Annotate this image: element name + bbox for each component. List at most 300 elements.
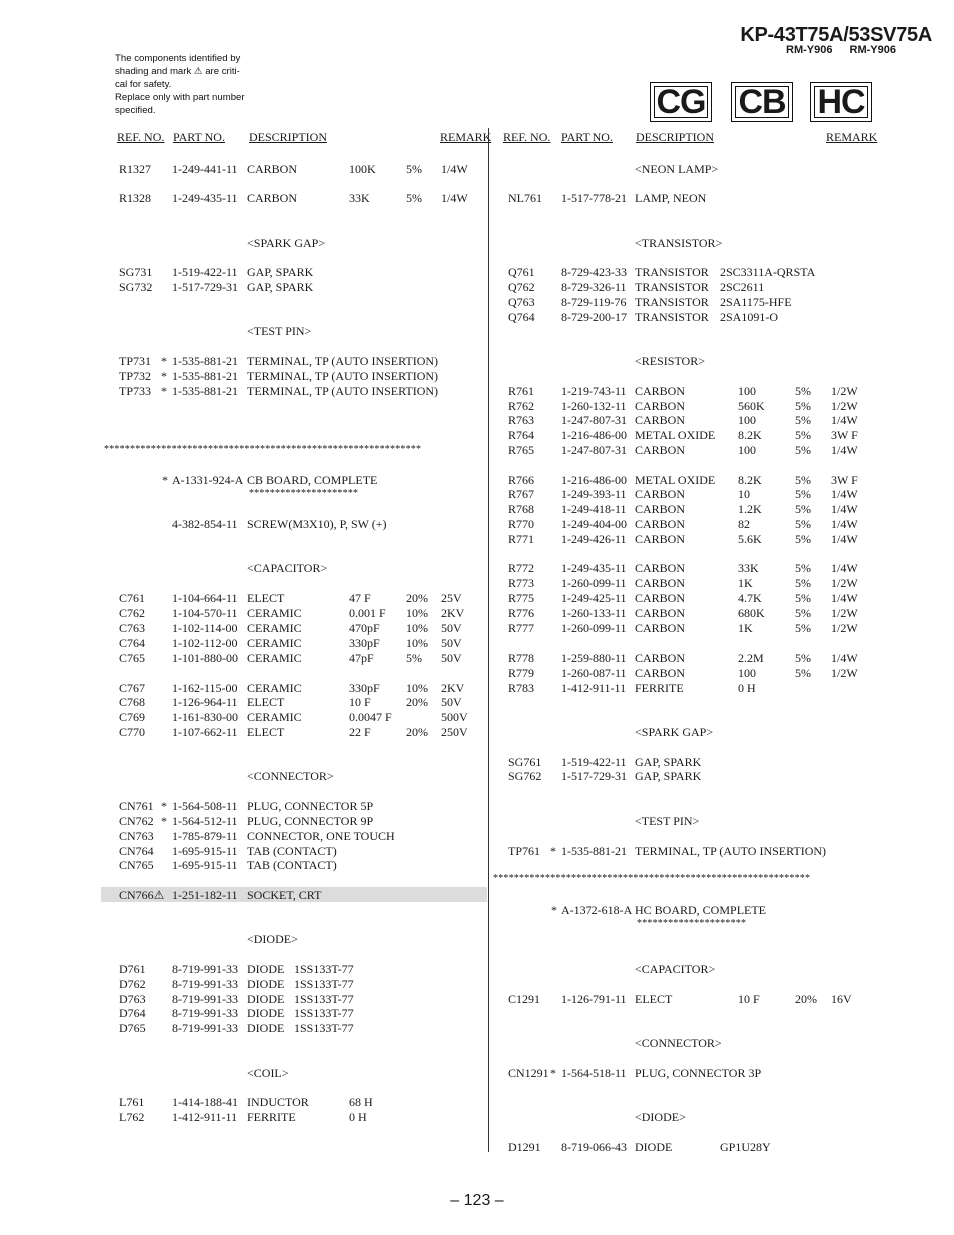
description: ELECT	[247, 591, 285, 605]
description: DIODE	[247, 977, 285, 991]
mark: *	[550, 1066, 556, 1080]
tolerance: 10%	[406, 681, 428, 695]
section-heading	[0, 354, 954, 369]
tolerance: 5%	[795, 532, 811, 546]
ref-no: TP731	[119, 354, 152, 368]
part-row	[0, 769, 954, 784]
part-no: 1-517-729-31	[172, 280, 238, 294]
ref-no: R776	[508, 606, 535, 620]
description: CB BOARD, COMPLETE	[247, 473, 378, 487]
tolerance: 5%	[795, 666, 811, 680]
value: 560K	[738, 399, 765, 413]
part-row	[0, 799, 954, 814]
part-no: 1-260-099-11	[561, 576, 627, 590]
col-part-right: PART NO.	[561, 130, 613, 144]
description: DIODE	[247, 1006, 285, 1020]
notice-line: specified.	[115, 105, 156, 116]
description: TERMINAL, TP (AUTO INSERTION)	[247, 369, 439, 383]
col-desc-right: DESCRIPTION	[636, 130, 715, 144]
type: 1SS133T-77	[294, 962, 354, 976]
tolerance: 5%	[795, 561, 811, 575]
ref-no: SG761	[508, 755, 542, 769]
ref-no: C763	[119, 621, 146, 635]
ref-no: R783	[508, 681, 535, 695]
description: <TRANSISTOR>	[635, 236, 723, 250]
description: <DIODE>	[247, 932, 298, 946]
page-number: – 123 –	[450, 1192, 504, 1209]
description: CARBON	[247, 191, 298, 205]
part-no: 1-535-881-21	[172, 384, 238, 398]
type: GP1U28Y	[720, 1140, 771, 1154]
description: DIODE	[247, 962, 285, 976]
ref-no: C762	[119, 606, 146, 620]
remote-models: RM-Y906 RM-Y906	[786, 44, 896, 56]
ref-no: R764	[508, 428, 535, 442]
description: CERAMIC	[247, 621, 302, 635]
value: 22 F	[349, 725, 371, 739]
ref-no: C767	[119, 681, 146, 695]
ref-no: D1291	[508, 1140, 541, 1154]
tolerance: 5%	[795, 517, 811, 531]
part-row	[0, 295, 954, 310]
description: CARBON	[635, 666, 686, 680]
rating: 1/4W	[831, 561, 858, 575]
section-heading	[0, 236, 954, 251]
description: FERRITE	[247, 1110, 296, 1124]
value: 330pF	[349, 636, 380, 650]
part-no: 4-382-854-11	[172, 517, 238, 531]
part-no: 1-161-830-00	[172, 710, 238, 724]
rating: 25V	[441, 591, 462, 605]
description: TERMINAL, TP (AUTO INSERTION)	[247, 384, 439, 398]
ref-no: CN764	[119, 844, 154, 858]
value: 47pF	[349, 651, 374, 665]
description: LAMP, NEON	[635, 191, 707, 205]
part-no: 1-695-915-11	[172, 858, 238, 872]
part-row	[0, 473, 954, 488]
description: GAP, SPARK	[635, 755, 702, 769]
part-no: 1-564-512-11	[172, 814, 238, 828]
part-no: 1-107-662-11	[172, 725, 238, 739]
mark: *	[161, 354, 167, 368]
description: FERRITE	[635, 681, 684, 695]
description: GAP, SPARK	[635, 769, 702, 783]
tolerance: 5%	[406, 191, 422, 205]
value: 2.2M	[738, 651, 764, 665]
description: DIODE	[247, 1021, 285, 1035]
part-no: 1-249-435-11	[172, 191, 238, 205]
description: CARBON	[635, 561, 686, 575]
tolerance: 20%	[795, 992, 817, 1006]
board-separator-left: *************************************************************	[104, 444, 422, 455]
part-no: 8-719-991-33	[172, 992, 238, 1006]
ref-no: R773	[508, 576, 535, 590]
rating: 1/4W	[831, 532, 858, 546]
ref-no: R766	[508, 473, 535, 487]
part-row	[0, 992, 954, 1007]
part-no: 1-535-881-21	[561, 844, 627, 858]
part-row	[0, 977, 954, 992]
description: TAB (CONTACT)	[247, 858, 337, 872]
tolerance: 20%	[406, 591, 428, 605]
description: <TEST PIN>	[635, 814, 700, 828]
part-row	[0, 710, 954, 725]
safety-notice-text	[102, 42, 272, 130]
part-no: 1-249-404-00	[561, 517, 627, 531]
value: 33K	[349, 191, 370, 205]
part-no: 1-162-115-00	[172, 681, 238, 695]
part-no: 1-247-807-31	[561, 413, 627, 427]
mark: *	[161, 814, 167, 828]
tolerance: 5%	[795, 428, 811, 442]
rating: 1/4W	[441, 191, 468, 205]
ref-no: C768	[119, 695, 146, 709]
value: 10	[738, 487, 750, 501]
part-row	[0, 532, 954, 547]
part-row	[0, 413, 954, 428]
ref-no: Q761	[508, 265, 535, 279]
tolerance: 5%	[795, 606, 811, 620]
part-row	[0, 844, 954, 859]
ref-no: L762	[119, 1110, 145, 1124]
part-no: 1-102-114-00	[172, 621, 238, 635]
section-heading	[0, 324, 954, 339]
description: HC BOARD, COMPLETE	[635, 903, 767, 917]
notice-line: Replace only with part number	[115, 92, 245, 103]
part-no: 1-517-778-21	[561, 191, 627, 205]
badge-cb: CB	[731, 82, 793, 122]
section-heading	[0, 1036, 954, 1051]
part-no: 8-719-991-33	[172, 1006, 238, 1020]
description: ELECT	[247, 725, 285, 739]
description: CARBON	[635, 651, 686, 665]
part-no: 1-216-486-00	[561, 473, 627, 487]
ref-no: TP761	[508, 844, 541, 858]
tolerance: 5%	[795, 384, 811, 398]
tolerance: 5%	[795, 621, 811, 635]
description: <RESISTOR>	[635, 354, 705, 368]
description: CARBON	[635, 502, 686, 516]
col-remark-right: REMARK	[826, 130, 878, 144]
part-row	[0, 310, 954, 325]
description: <CAPACITOR>	[635, 962, 716, 976]
description: PLUG, CONNECTOR 3P	[635, 1066, 762, 1080]
ref-no: R763	[508, 413, 535, 427]
ref-no: C770	[119, 725, 146, 739]
part-no: 1-101-880-00	[172, 651, 238, 665]
part-no: 1-412-911-11	[172, 1110, 238, 1124]
part-no: 1-104-570-11	[172, 606, 238, 620]
description: TAB (CONTACT)	[247, 844, 337, 858]
rating: 16V	[831, 992, 852, 1006]
part-row	[0, 591, 954, 606]
ref-no: R765	[508, 443, 535, 457]
value: 680K	[738, 606, 765, 620]
ref-no: Q763	[508, 295, 535, 309]
part-row	[0, 1021, 954, 1036]
part-no: 1-535-881-21	[172, 369, 238, 383]
part-row	[0, 681, 954, 696]
board-row	[0, 903, 954, 918]
mark: *	[551, 903, 557, 917]
description: SCREW(M3X10), P, SW (+)	[247, 517, 387, 531]
part-no: 1-259-880-11	[561, 651, 627, 665]
ref-no: CN766⚠	[119, 888, 165, 902]
value: 0 H	[738, 681, 756, 695]
description: TERMINAL, TP (AUTO INSERTION)	[635, 844, 827, 858]
rating: 1/2W	[831, 384, 858, 398]
rating: 1/2W	[831, 399, 858, 413]
part-no: 1-126-791-11	[561, 992, 627, 1006]
part-row	[0, 280, 954, 295]
description: CARBON	[635, 399, 686, 413]
rating: 1/4W	[831, 651, 858, 665]
part-row	[0, 265, 954, 280]
description: <SPARK GAP>	[247, 236, 326, 250]
ref-no: D762	[119, 977, 146, 991]
rating: 50V	[441, 651, 462, 665]
part-no: 1-260-099-11	[561, 621, 627, 635]
part-row	[0, 666, 954, 681]
part-no: 1-249-441-11	[172, 162, 238, 176]
part-no: 8-729-423-33	[561, 265, 627, 279]
ref-no: C769	[119, 710, 146, 724]
value: 10 F	[738, 992, 760, 1006]
notice-line: The components identified by	[115, 53, 241, 64]
description: ELECT	[635, 992, 673, 1006]
value: 0 H	[349, 1110, 367, 1124]
ref-no: L761	[119, 1095, 145, 1109]
part-no: 8-729-119-76	[561, 295, 627, 309]
part-no: 1-260-133-11	[561, 606, 627, 620]
ref-no: R761	[508, 384, 535, 398]
value: 100	[738, 666, 756, 680]
part-no: 1-249-426-11	[561, 532, 627, 546]
tolerance: 5%	[406, 651, 422, 665]
mark: *	[162, 473, 168, 487]
description: TERMINAL, TP (AUTO INSERTION)	[247, 354, 439, 368]
part-no: 8-719-066-43	[561, 1140, 627, 1154]
part-no: 1-695-915-11	[172, 844, 238, 858]
badge-hc: HC	[810, 82, 872, 122]
ref-no: CN761	[119, 799, 154, 813]
part-no: 1-564-508-11	[172, 799, 238, 813]
cb-board-underline: *********************	[249, 488, 359, 499]
ref-no: R768	[508, 502, 535, 516]
description: CERAMIC	[247, 710, 302, 724]
type: 1SS133T-77	[294, 992, 354, 1006]
description: CARBON	[635, 591, 686, 605]
description: SOCKET, CRT	[247, 888, 322, 902]
description: <TEST PIN>	[247, 324, 312, 338]
description: TRANSISTOR	[635, 265, 709, 279]
ref-no: D765	[119, 1021, 146, 1035]
ref-no: SG762	[508, 769, 542, 783]
ref-no: D764	[119, 1006, 146, 1020]
ref-no: R767	[508, 487, 535, 501]
section-heading	[0, 1110, 954, 1125]
value: 47 F	[349, 591, 371, 605]
part-no: A-1331-924-A	[172, 473, 244, 487]
ref-no: SG731	[119, 265, 153, 279]
part-row	[0, 1066, 954, 1081]
tolerance: 10%	[406, 606, 428, 620]
part-row	[0, 369, 954, 384]
ref-no: NL761	[508, 191, 542, 205]
rating: 1/2W	[831, 666, 858, 680]
part-row	[0, 1006, 954, 1021]
part-row	[0, 755, 954, 770]
mark: *	[161, 384, 167, 398]
part-row	[0, 1140, 954, 1155]
ref-no: CN763	[119, 829, 154, 843]
part-row	[0, 636, 954, 651]
part-no: 8-719-991-33	[172, 1021, 238, 1035]
mark: *	[550, 844, 556, 858]
part-no: 1-249-418-11	[561, 502, 627, 516]
description: TRANSISTOR	[635, 295, 709, 309]
part-row	[0, 606, 954, 621]
type: 1SS133T-77	[294, 977, 354, 991]
part-no: 1-517-729-31	[561, 769, 627, 783]
rating: 50V	[441, 621, 462, 635]
ref-no: R770	[508, 517, 535, 531]
description: TRANSISTOR	[635, 310, 709, 324]
ref-no: C1291	[508, 992, 541, 1006]
rating: 50V	[441, 695, 462, 709]
ref-no: SG732	[119, 280, 153, 294]
ref-no: R778	[508, 651, 535, 665]
part-row	[0, 443, 954, 458]
part-row	[0, 651, 954, 666]
rating: 50V	[441, 636, 462, 650]
col-ref-right: REF. NO.	[503, 130, 551, 144]
description: <SPARK GAP>	[635, 725, 714, 739]
value: 4.7K	[738, 591, 762, 605]
ref-no: R762	[508, 399, 535, 413]
description: <CONNECTOR>	[247, 769, 334, 783]
section-heading	[0, 962, 954, 977]
ref-no: R771	[508, 532, 535, 546]
description: <CAPACITOR>	[247, 561, 328, 575]
tolerance: 5%	[795, 502, 811, 516]
description: CERAMIC	[247, 606, 302, 620]
part-no: 1-126-964-11	[172, 695, 238, 709]
part-no: 8-729-200-17	[561, 310, 627, 324]
ref-no: R779	[508, 666, 535, 680]
section-heading	[0, 814, 954, 829]
part-row	[0, 399, 954, 414]
value: 33K	[738, 561, 759, 575]
part-no: 1-104-664-11	[172, 591, 238, 605]
value: 100	[738, 384, 756, 398]
hc-board-underline: *********************	[637, 918, 747, 929]
part-row	[0, 858, 954, 873]
value: 100	[738, 443, 756, 457]
ref-no: D763	[119, 992, 146, 1006]
description: METAL OXIDE	[635, 428, 716, 442]
ref-no: C765	[119, 651, 146, 665]
part-no: 1-519-422-11	[172, 265, 238, 279]
part-no: A-1372-618-A	[561, 903, 633, 917]
description: CARBON	[247, 162, 298, 176]
ref-no: CN765	[119, 858, 154, 872]
rating: 1/4W	[831, 591, 858, 605]
ref-no: Q764	[508, 310, 535, 324]
type: 2SC2611	[720, 280, 765, 294]
rating: 1/4W	[831, 517, 858, 531]
value: 5.6K	[738, 532, 762, 546]
part-no: 1-102-112-00	[172, 636, 238, 650]
rating: 250V	[441, 725, 468, 739]
value: 1K	[738, 621, 753, 635]
value: 8.2K	[738, 428, 762, 442]
board-separator-right: *************************************************************	[493, 873, 811, 884]
part-no: 1-249-425-11	[561, 591, 627, 605]
ref-no: R775	[508, 591, 535, 605]
value: 100	[738, 413, 756, 427]
value: 1.2K	[738, 502, 762, 516]
description: CARBON	[635, 576, 686, 590]
tolerance: 5%	[795, 413, 811, 427]
part-no: 8-719-991-33	[172, 962, 238, 976]
part-no: 1-260-132-11	[561, 399, 627, 413]
value: 330pF	[349, 681, 380, 695]
part-no: 1-785-879-11	[172, 829, 238, 843]
rating: 3W F	[831, 473, 858, 487]
description: CARBON	[635, 517, 686, 531]
section-heading	[0, 162, 954, 177]
ref-no: CN762	[119, 814, 154, 828]
value: 0.0047 F	[349, 710, 392, 724]
notice-line: shading and mark ⚠ are criti-	[115, 66, 240, 77]
description: GAP, SPARK	[247, 280, 314, 294]
description: <NEON LAMP>	[635, 162, 719, 176]
description: <DIODE>	[635, 1110, 686, 1124]
col-desc-left: DESCRIPTION	[249, 130, 328, 144]
rating: 1/4W	[831, 487, 858, 501]
description: INDUCTOR	[247, 1095, 309, 1109]
value: 8.2K	[738, 473, 762, 487]
rating: 1/4W	[441, 162, 468, 176]
part-row	[0, 561, 954, 576]
rating: 1/4W	[831, 502, 858, 516]
part-row	[0, 517, 954, 532]
tolerance: 20%	[406, 725, 428, 739]
description: CERAMIC	[247, 651, 302, 665]
tolerance: 10%	[406, 621, 428, 635]
part-row	[0, 1095, 954, 1110]
part-row	[0, 621, 954, 636]
description: CARBON	[635, 487, 686, 501]
type: 1SS133T-77	[294, 1006, 354, 1020]
ref-no: C761	[119, 591, 146, 605]
description: <COIL>	[247, 1066, 289, 1080]
col-part-left: PART NO.	[173, 130, 225, 144]
value: 470pF	[349, 621, 380, 635]
description: PLUG, CONNECTOR 5P	[247, 799, 374, 813]
part-no: 1-251-182-11	[172, 888, 238, 902]
part-no: 1-260-087-11	[561, 666, 627, 680]
ref-no: Q762	[508, 280, 535, 294]
description: PLUG, CONNECTOR 9P	[247, 814, 374, 828]
part-no: 1-249-393-11	[561, 487, 627, 501]
description: CARBON	[635, 532, 686, 546]
safety-notice	[102, 42, 272, 130]
part-row	[0, 695, 954, 710]
description: GAP, SPARK	[247, 265, 314, 279]
description: CERAMIC	[247, 636, 302, 650]
